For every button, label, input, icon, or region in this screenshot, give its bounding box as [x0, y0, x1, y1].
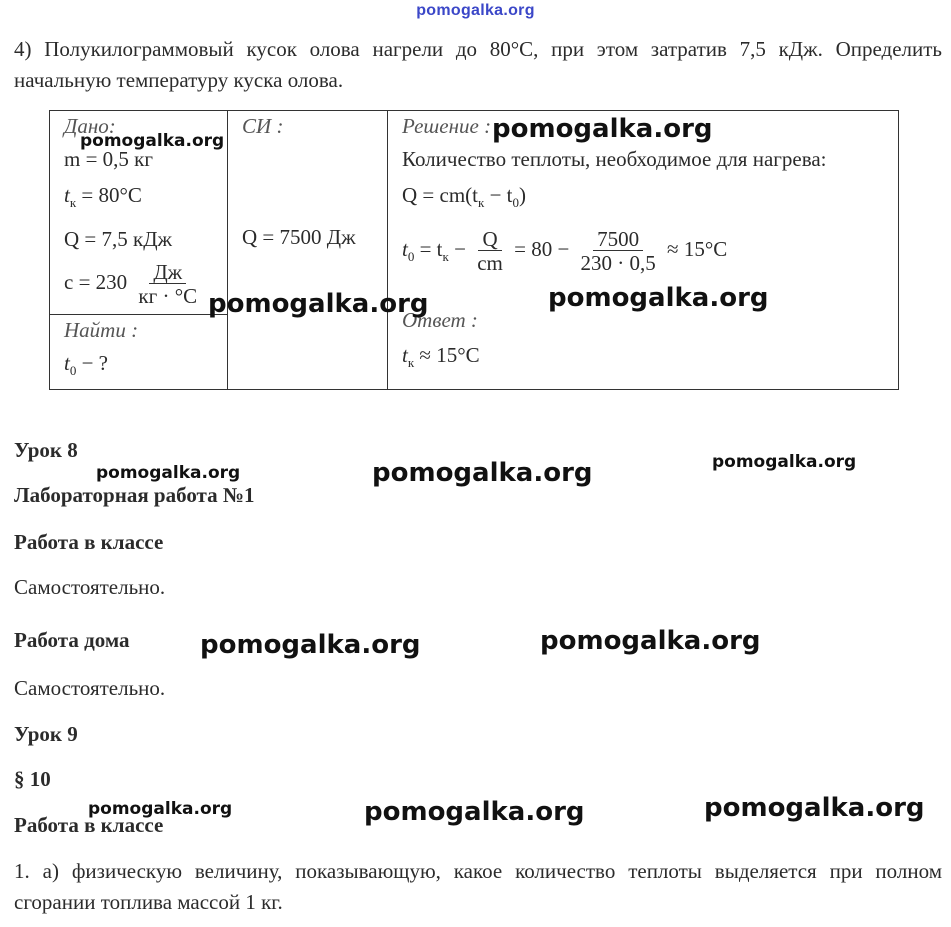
- given-specific-heat: c = 230 $\frac{Дж}{кг \cdot ^\circ С}$: [64, 259, 198, 308]
- answer-heading: Ответ :: [402, 308, 478, 333]
- given-mass: m = 0,5 кг: [64, 147, 153, 171]
- class-work-heading: Работа в классе: [14, 530, 164, 554]
- site-logo: pomogalka.org: [416, 2, 535, 19]
- find-heading: Найти :: [64, 317, 139, 342]
- find-value: $t_0$ − ?: [64, 350, 109, 378]
- solution-heading: Решение :: [402, 114, 492, 138]
- given-final-temp: $t_к = 80^\circ С$: [64, 183, 142, 211]
- solution-cell: [388, 111, 899, 390]
- answer-value: $t_к \approx 15^\circ С$: [402, 343, 480, 371]
- lesson-9-heading: Урок 9: [14, 722, 78, 746]
- watermark: pomogalka.org: [492, 114, 713, 144]
- watermark: pomogalka.org: [540, 626, 761, 656]
- solution-table: [49, 110, 899, 390]
- solution-intro: Количество теплоты, необходимое для нагрева:: [402, 147, 827, 171]
- watermark: pomogalka.org: [704, 793, 925, 823]
- solution-formula-1: $Q = cm(t_к - t_0)$: [402, 183, 527, 211]
- watermark: pomogalka.org: [80, 131, 225, 151]
- given-heat: Q = 7,5 кДж: [64, 227, 173, 252]
- si-heading: СИ :: [242, 114, 284, 138]
- self-study-text-2: Самостоятельно.: [14, 676, 166, 700]
- watermark: pomogalka.org: [88, 799, 233, 819]
- si-heat: Q = 7500 Дж: [242, 225, 356, 249]
- answer-paragraph: 1. а) физическую величину, показывающую, какое количество теплоты выделяется при полном сгорании топлива массой 1 кг.: [14, 859, 942, 914]
- home-work-heading: Работа дома: [14, 628, 130, 652]
- watermark: pomogalka.org: [200, 630, 421, 660]
- problem-text: 4) Полукилограммовый кусок олова нагрели до 80°С, при этом затратив 7,5 кДж. Определить начальную температуру куска олова.: [14, 37, 942, 92]
- paragraph-heading: § 10: [14, 767, 51, 791]
- watermark: pomogalka.org: [372, 458, 593, 488]
- watermark: pomogalka.org: [712, 452, 857, 472]
- class-work-heading-2: Работа в классе: [14, 813, 164, 837]
- given-heading: Дано:: [64, 114, 116, 138]
- lab-heading: Лабораторная работа №1: [14, 483, 255, 507]
- watermark: pomogalka.org: [548, 283, 769, 313]
- solution-formula-2: $t_0 = t_к$ − $\frac{Q}{cm}$ = 80 − $\frac{7500}{230 \cdot 0,5}$ ≈ 15°С: [402, 226, 728, 275]
- si-cell: [228, 111, 388, 390]
- watermark: pomogalka.org: [208, 289, 429, 319]
- lesson-8-heading: Урок 8: [14, 438, 78, 462]
- find-cell: [50, 314, 228, 389]
- watermark: pomogalka.org: [96, 463, 241, 483]
- self-study-text-1: Самостоятельно.: [14, 575, 166, 599]
- watermark: pomogalka.org: [364, 797, 585, 827]
